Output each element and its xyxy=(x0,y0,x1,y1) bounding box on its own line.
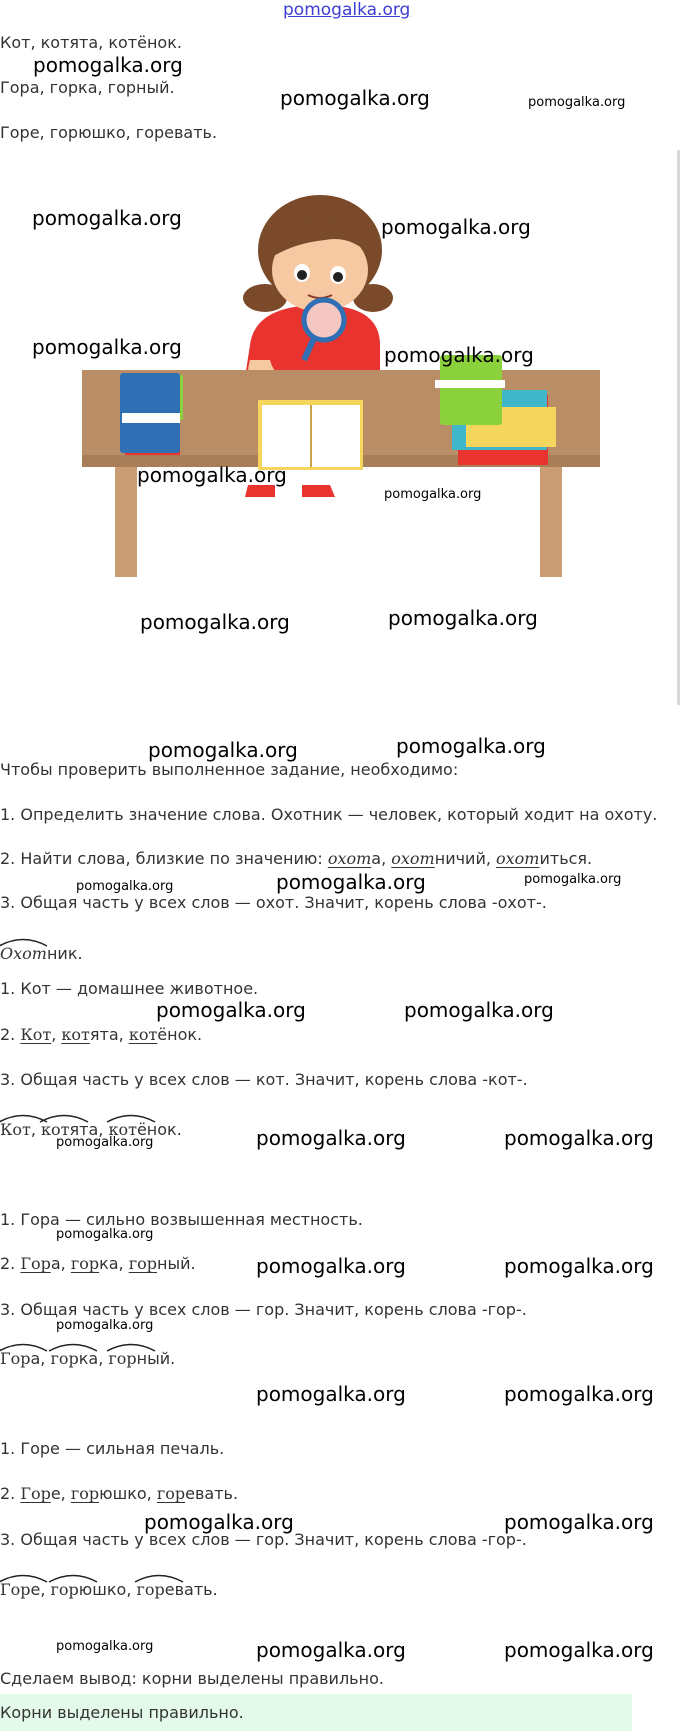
ohot-step-1: 1. Определить значение слова. Охотник — человек, который ходит на охоту. xyxy=(0,805,658,824)
watermark: pomogalka.org xyxy=(137,463,287,487)
ohot-step-2-prefix: 2. Найти слова, близкие по значению: xyxy=(0,849,328,868)
kot-step-2 xyxy=(0,1025,202,1045)
watermark: pomogalka.org xyxy=(256,1126,406,1150)
watermark: pomogalka.org xyxy=(504,1254,654,1278)
girl-at-table-illustration xyxy=(80,195,600,635)
gore-result-root-2: гор xyxy=(50,1580,78,1600)
gora-rest-2: ка, xyxy=(99,1254,129,1273)
kot-result-root-1: Кот xyxy=(0,1120,31,1140)
kot-result-root-3: кот xyxy=(108,1120,136,1140)
watermark: pomogalka.org xyxy=(56,1639,154,1654)
kot-step-2-prefix: 2. xyxy=(0,1025,21,1044)
watermark: pomogalka.org xyxy=(56,1227,154,1242)
kot-rest-2: ята, xyxy=(89,1025,129,1044)
gore-result-rest-2: юшко, xyxy=(78,1580,137,1599)
watermark: pomogalka.org xyxy=(32,335,182,359)
gora-result xyxy=(0,1349,175,1369)
top-line-gore: Горе, горюшко, горевать. xyxy=(0,123,218,142)
ohot-result xyxy=(0,944,83,964)
kot-root-1: Кот xyxy=(20,1025,52,1044)
watermark: pomogalka.org xyxy=(256,1382,406,1406)
watermark: pomogalka.org xyxy=(148,738,298,762)
gore-rest-1: е, xyxy=(50,1484,71,1503)
gore-step-3: 3. Общая часть у всех слов — гор. Значит, корень слова -гор-. xyxy=(0,1530,527,1549)
ohot-rest-3: иться. xyxy=(539,849,593,868)
gora-result-root-2: гор xyxy=(50,1349,78,1369)
watermark: pomogalka.org xyxy=(144,1510,294,1534)
root-arc-icon xyxy=(39,1111,89,1123)
gora-root-2: гор xyxy=(70,1254,100,1273)
watermark: pomogalka.org xyxy=(76,879,174,894)
ohot-result-rest: ник. xyxy=(46,944,83,963)
watermark: pomogalka.org xyxy=(33,53,183,77)
watermark: pomogalka.org xyxy=(381,215,531,239)
gore-step-1: 1. Горе — сильная печаль. xyxy=(0,1439,225,1458)
gore-step-2 xyxy=(0,1484,238,1504)
gora-result-root-3: гор xyxy=(108,1349,136,1369)
gora-step-3: 3. Общая часть у всех слов — гор. Значит, корень слова -гор-. xyxy=(0,1300,527,1319)
gora-result-root-1: Гор xyxy=(0,1349,30,1369)
answer-text: Корни выделены правильно. xyxy=(0,1703,244,1722)
gore-rest-3: евать. xyxy=(185,1484,239,1503)
watermark: pomogalka.org xyxy=(156,998,306,1022)
kot-result-rest-2: ята, xyxy=(69,1120,109,1139)
watermark: pomogalka.org xyxy=(504,1510,654,1534)
watermark: pomogalka.org xyxy=(56,1318,154,1333)
conclusion-text: Сделаем вывод: корни выделены правильно. xyxy=(0,1669,384,1688)
watermark: pomogalka.org xyxy=(504,1638,654,1662)
root-arc-icon xyxy=(106,1340,156,1352)
gore-rest-2: юшко, xyxy=(99,1484,157,1503)
gora-step-2-prefix: 2. xyxy=(0,1254,21,1273)
watermark: pomogalka.org xyxy=(56,1135,154,1150)
watermark: pomogalka.org xyxy=(276,870,426,894)
kot-rest-3: ёнок. xyxy=(157,1025,203,1044)
watermark: pomogalka.org xyxy=(384,487,482,502)
gore-result xyxy=(0,1580,218,1600)
gora-rest-1: а, xyxy=(50,1254,71,1273)
watermark: pomogalka.org xyxy=(504,1126,654,1150)
top-line-gora: Гора, горка, горный. xyxy=(0,78,175,97)
watermark: pomogalka.org xyxy=(388,606,538,630)
watermark: pomogalka.org xyxy=(280,86,430,110)
site-link[interactable]: pomogalka.org xyxy=(283,0,411,20)
root-arc-icon xyxy=(134,1571,184,1583)
watermark: pomogalka.org xyxy=(256,1638,406,1662)
root-arc-icon xyxy=(0,1340,48,1352)
kot-result-rest-3: ёнок. xyxy=(136,1120,182,1139)
gore-result-root-1: Гор xyxy=(0,1580,30,1600)
kot-step-3: 3. Общая часть у всех слов — кот. Значит, корень слова -кот-. xyxy=(0,1070,528,1089)
root-arc-icon xyxy=(48,1340,98,1352)
root-arc-icon xyxy=(0,1571,48,1583)
watermark: pomogalka.org xyxy=(504,1382,654,1406)
root-arc-icon xyxy=(106,1111,156,1123)
gora-result-rest-3: ный. xyxy=(136,1349,176,1368)
gore-result-rest-3: евать. xyxy=(164,1580,218,1599)
root-arc-icon xyxy=(0,935,48,947)
ohot-root-2: охот xyxy=(391,849,435,868)
gore-root-3: гор xyxy=(156,1484,186,1503)
kot-result-root-2: кот xyxy=(41,1120,69,1140)
gora-result-rest-2: ка, xyxy=(78,1349,109,1368)
kot-step-1: 1. Кот — домашнее животное. xyxy=(0,979,259,998)
gora-result-rest-1: а, xyxy=(30,1349,51,1368)
watermark: pomogalka.org xyxy=(524,872,622,887)
gore-root-2: гор xyxy=(70,1484,100,1503)
watermark: pomogalka.org xyxy=(256,1254,406,1278)
watermark: pomogalka.org xyxy=(528,95,626,110)
watermark: pomogalka.org xyxy=(384,343,534,367)
ohot-root-1: охот xyxy=(327,849,372,868)
ohot-rest-2: ничий, xyxy=(434,849,497,868)
gore-result-rest-1: е, xyxy=(30,1580,51,1599)
ohot-step-2 xyxy=(0,849,592,869)
ohot-rest-1: а, xyxy=(371,849,392,868)
ohot-root-3: охот xyxy=(496,849,540,868)
gora-step-2 xyxy=(0,1254,196,1274)
gora-root-1: Гор xyxy=(20,1254,51,1273)
watermark: pomogalka.org xyxy=(140,610,290,634)
gora-step-1: 1. Гора — сильно возвышенная местность. xyxy=(0,1210,363,1229)
check-intro: Чтобы проверить выполненное задание, необходимо: xyxy=(0,760,459,779)
answer-box xyxy=(0,1694,632,1731)
watermark: pomogalka.org xyxy=(396,734,546,758)
ohot-step-3: 3. Общая часть у всех слов — охот. Значит, корень слова -охот-. xyxy=(0,893,547,912)
kot-root-3: кот xyxy=(128,1025,158,1044)
gora-rest-3: ный. xyxy=(156,1254,196,1273)
gore-root-1: Гор xyxy=(20,1484,51,1503)
top-line-kot: Кот, котята, котёнок. xyxy=(0,33,182,52)
kot-root-2: кот xyxy=(61,1025,90,1044)
kot-result-rest-1: , xyxy=(30,1120,42,1139)
ohot-result-root: Охот xyxy=(0,944,47,964)
kot-rest-1: , xyxy=(51,1025,62,1044)
watermark: pomogalka.org xyxy=(32,206,182,230)
gore-result-root-3: гор xyxy=(136,1580,164,1600)
watermark: pomogalka.org xyxy=(404,998,554,1022)
gora-root-3: гор xyxy=(128,1254,157,1273)
root-arc-icon xyxy=(48,1571,98,1583)
gore-step-2-prefix: 2. xyxy=(0,1484,21,1503)
